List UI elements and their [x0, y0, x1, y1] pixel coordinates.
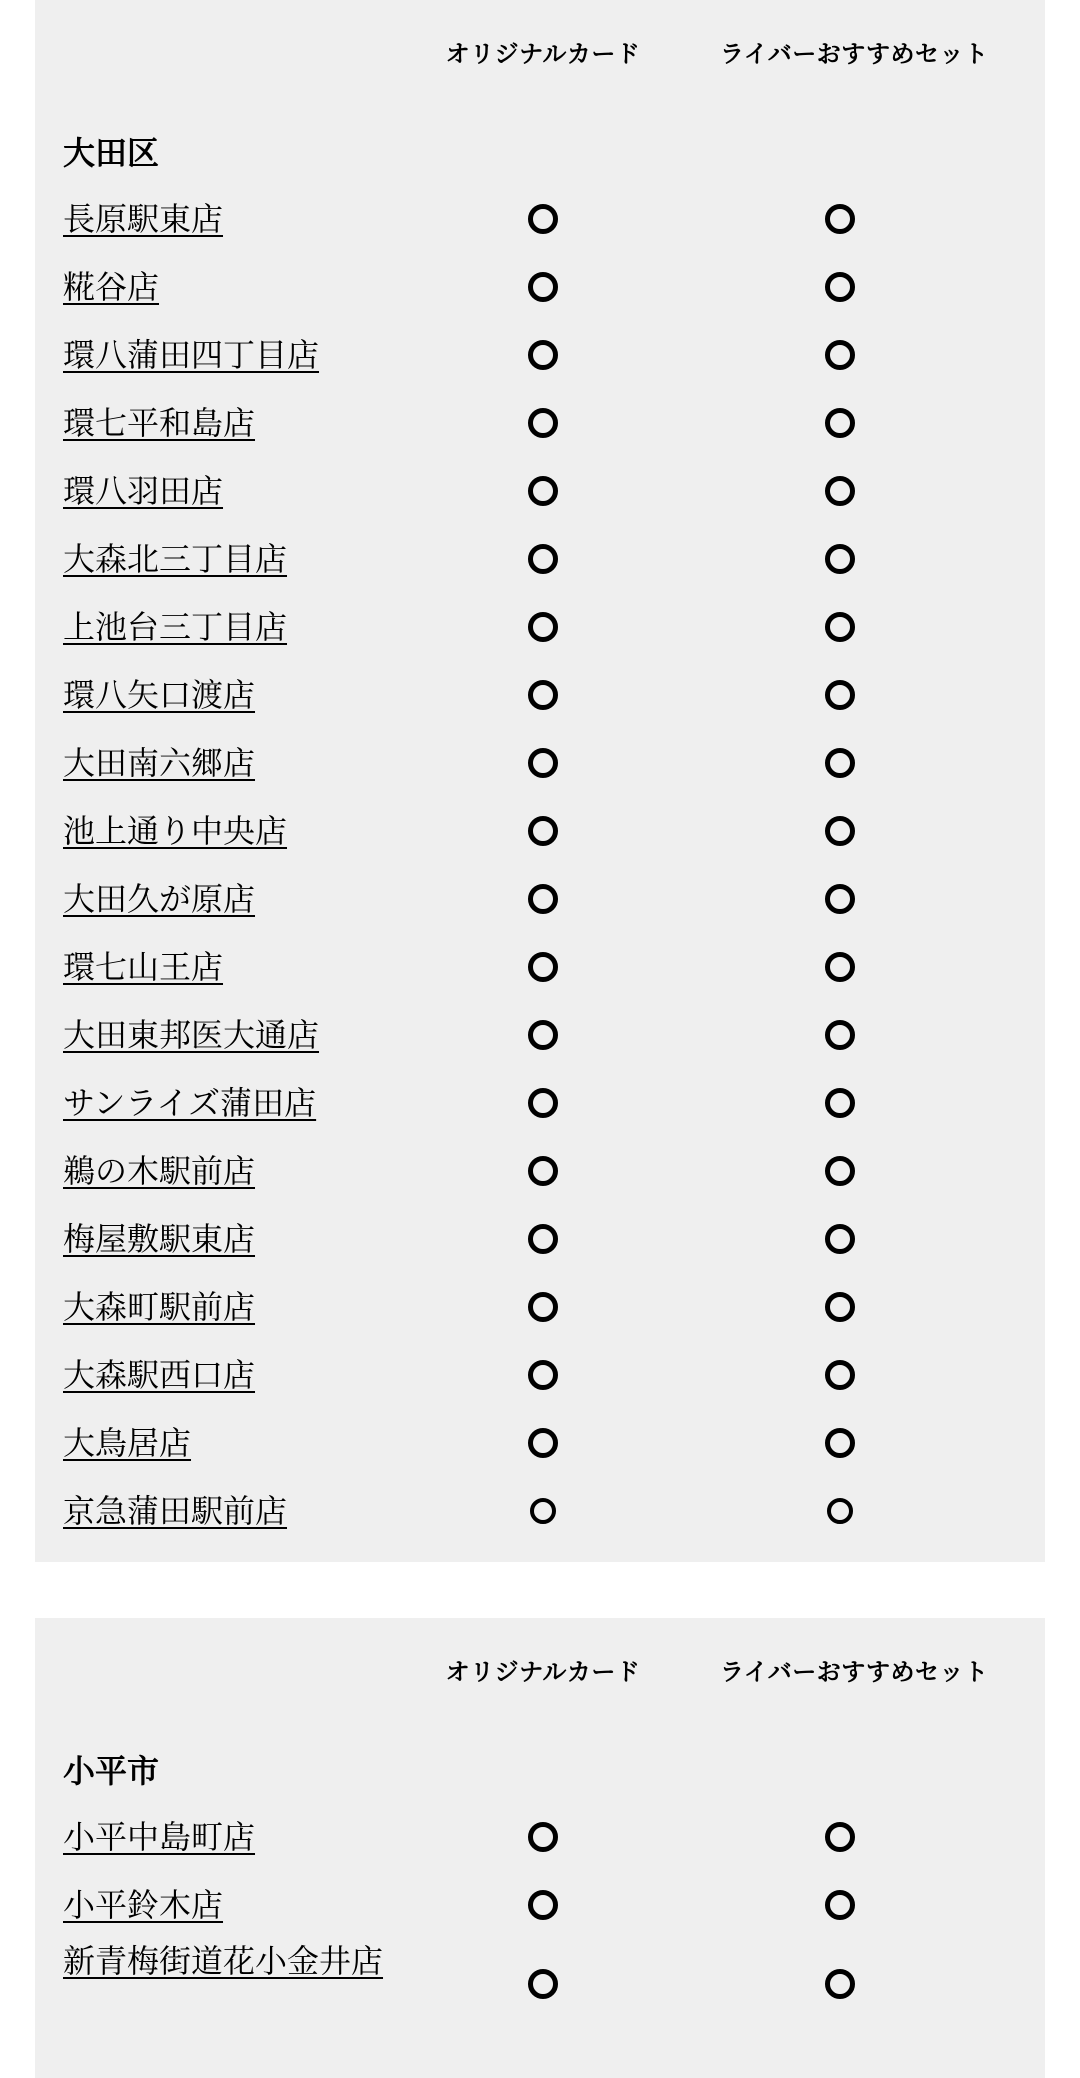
circle-mark-icon — [823, 1154, 857, 1188]
store-link[interactable]: 上池台三丁目店 — [63, 608, 288, 646]
store-link[interactable]: 鵜の木駅前店 — [63, 1152, 256, 1190]
store-row — [35, 933, 1045, 1001]
store-link[interactable]: 環八蒲田四丁目店 — [63, 336, 320, 374]
circle-mark-icon — [526, 746, 560, 780]
column-header-original-card: オリジナルカード — [445, 1658, 641, 1686]
column-header-liver-set: ライバーおすすめセット — [720, 1658, 989, 1686]
circle-mark-icon — [823, 1358, 857, 1392]
circle-mark-icon — [823, 882, 857, 916]
store-link[interactable]: 梅屋敷駅東店 — [63, 1220, 256, 1258]
circle-mark-icon — [526, 1426, 560, 1460]
circle-mark-icon — [526, 1086, 560, 1120]
store-row — [35, 1001, 1045, 1069]
store-row — [35, 389, 1045, 457]
store-row — [35, 1803, 1045, 1871]
store-row — [35, 321, 1045, 389]
store-row — [35, 1273, 1045, 1341]
circle-mark-icon — [526, 406, 560, 440]
circle-mark-icon — [823, 678, 857, 712]
store-row — [35, 661, 1045, 729]
column-header-liver-set: ライバーおすすめセット — [720, 40, 989, 68]
circle-mark-icon — [526, 1222, 560, 1256]
store-link[interactable]: 長原駅東店 — [63, 200, 224, 238]
circle-mark-icon — [823, 1426, 857, 1460]
circle-mark-icon — [526, 814, 560, 848]
area-title: 大田区 — [63, 134, 160, 172]
circle-mark-icon — [526, 950, 560, 984]
circle-mark-icon — [823, 814, 857, 848]
store-link[interactable]: 大田東邦医大通店 — [63, 1016, 320, 1054]
circle-mark-icon — [526, 1290, 560, 1324]
store-link[interactable]: 環七平和島店 — [63, 404, 256, 442]
circle-mark-icon — [823, 1888, 857, 1922]
store-link[interactable]: 環八矢口渡店 — [63, 676, 256, 714]
circle-mark-icon — [823, 1494, 857, 1528]
circle-mark-icon — [526, 474, 560, 508]
store-link[interactable]: 小平中島町店 — [63, 1818, 256, 1856]
circle-mark-icon — [526, 1358, 560, 1392]
circle-mark-icon — [823, 338, 857, 372]
store-row — [35, 457, 1045, 525]
store-link[interactable]: 大鳥居店 — [63, 1424, 192, 1462]
circle-mark-icon — [823, 1290, 857, 1324]
store-link[interactable]: 京急蒲田駅前店 — [63, 1492, 288, 1530]
store-link[interactable]: サンライズ蒲田店 — [63, 1084, 317, 1122]
circle-mark-icon — [823, 950, 857, 984]
circle-mark-icon — [526, 202, 560, 236]
circle-mark-icon — [823, 1086, 857, 1120]
store-list — [35, 185, 1045, 1545]
store-row — [35, 1939, 1045, 2029]
circle-mark-icon — [823, 542, 857, 576]
store-link[interactable]: 大森北三丁目店 — [63, 540, 288, 578]
circle-mark-icon — [823, 746, 857, 780]
store-row — [35, 185, 1045, 253]
circle-mark-icon — [526, 1967, 560, 2001]
store-row — [35, 797, 1045, 865]
store-row — [35, 1409, 1045, 1477]
store-row — [35, 1341, 1045, 1409]
circle-mark-icon — [823, 610, 857, 644]
circle-mark-icon — [526, 678, 560, 712]
store-link[interactable]: 大田久が原店 — [63, 880, 256, 918]
circle-mark-icon — [526, 270, 560, 304]
circle-mark-icon — [526, 1888, 560, 1922]
circle-mark-icon — [526, 882, 560, 916]
store-row — [35, 1205, 1045, 1273]
area-section-ota — [35, 0, 1045, 1562]
circle-mark-icon — [526, 542, 560, 576]
circle-mark-icon — [823, 1222, 857, 1256]
circle-mark-icon — [526, 1820, 560, 1854]
store-link[interactable]: 小平鈴木店 — [63, 1886, 224, 1924]
circle-mark-icon — [823, 1018, 857, 1052]
circle-mark-icon — [823, 406, 857, 440]
store-link[interactable]: 大森町駅前店 — [63, 1288, 256, 1326]
store-row — [35, 593, 1045, 661]
store-row — [35, 1137, 1045, 1205]
store-link[interactable]: 新青梅街道花小金井店 — [63, 1942, 384, 1980]
circle-mark-icon — [823, 270, 857, 304]
circle-mark-icon — [526, 1154, 560, 1188]
store-link[interactable]: 環八羽田店 — [63, 472, 224, 510]
store-row — [35, 1477, 1045, 1545]
circle-mark-icon — [526, 610, 560, 644]
store-list — [35, 1803, 1045, 2029]
area-section-kodaira — [35, 1618, 1045, 2078]
circle-mark-icon — [526, 1018, 560, 1052]
store-row — [35, 729, 1045, 797]
circle-mark-icon — [526, 1494, 560, 1528]
store-link[interactable]: 大田南六郷店 — [63, 744, 256, 782]
column-header-original-card: オリジナルカード — [445, 40, 641, 68]
circle-mark-icon — [823, 1820, 857, 1854]
store-link[interactable]: 糀谷店 — [63, 268, 160, 306]
store-link[interactable]: 環七山王店 — [63, 948, 224, 986]
store-link[interactable]: 池上通り中央店 — [63, 812, 288, 850]
store-row — [35, 525, 1045, 593]
circle-mark-icon — [526, 338, 560, 372]
store-row — [35, 253, 1045, 321]
circle-mark-icon — [823, 1967, 857, 2001]
store-link[interactable]: 大森駅西口店 — [63, 1356, 256, 1394]
store-row — [35, 1069, 1045, 1137]
store-row — [35, 865, 1045, 933]
circle-mark-icon — [823, 202, 857, 236]
store-row — [35, 1871, 1045, 1939]
circle-mark-icon — [823, 474, 857, 508]
area-title: 小平市 — [63, 1752, 160, 1790]
